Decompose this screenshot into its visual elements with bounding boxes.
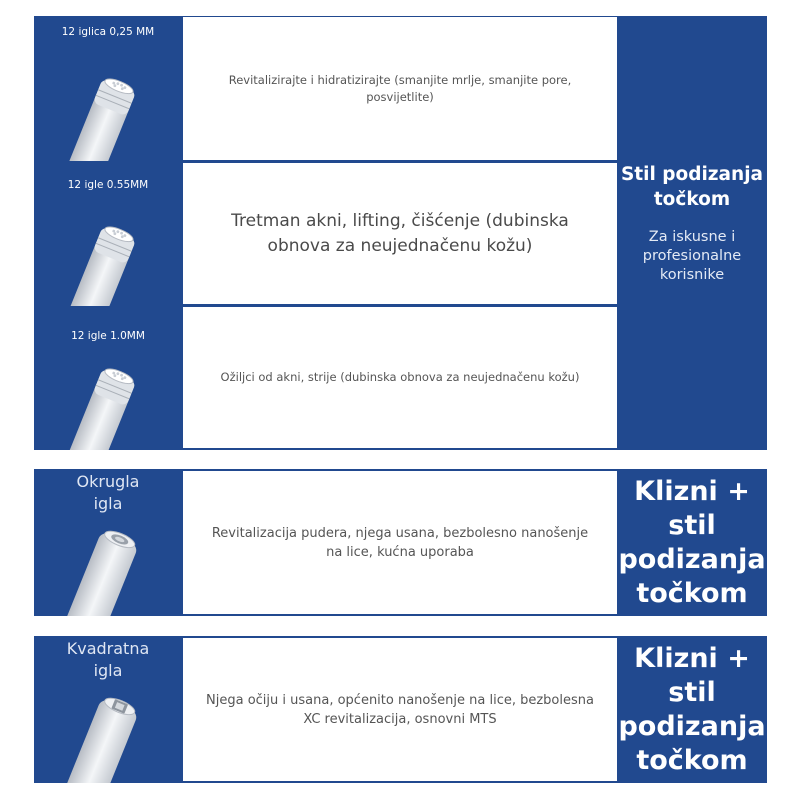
needle-image-cell bbox=[34, 636, 182, 783]
needle-label: 12 igle 0.55MM bbox=[67, 179, 149, 191]
needle-image-cell bbox=[34, 161, 182, 306]
square-needle-icon bbox=[54, 690, 154, 783]
needle-label: Okrugla igla bbox=[76, 472, 140, 513]
style-title: Klizni + stil podizanja točkom bbox=[618, 643, 766, 776]
needle-cartridge-icon bbox=[54, 358, 154, 450]
needle-image-cell bbox=[34, 306, 182, 450]
needle-label: 12 igle 1.0MM bbox=[71, 330, 145, 342]
needle-label: Kvadratna igla bbox=[66, 639, 150, 680]
style-title: Stil podizanja točkom bbox=[620, 164, 764, 210]
needle-description: Revitalizacija pudera, njega usana, bezbolesno nanošenje na lice, kućna uporaba bbox=[183, 471, 617, 614]
style-subtitle: Za iskusne i profesionalne korisnike bbox=[642, 229, 742, 283]
needle-description: Revitalizirajte i hidratizirajte (smanjite mrlje, smanjite pore, posvijetlite) bbox=[183, 17, 617, 160]
needle-table-group-1 bbox=[34, 16, 767, 450]
needle-image-cell bbox=[34, 469, 182, 616]
style-label-group-2 bbox=[617, 475, 767, 611]
style-label-group-3 bbox=[617, 642, 767, 778]
needle-image-cell bbox=[34, 16, 182, 161]
needle-table-group-2 bbox=[34, 469, 767, 616]
needle-description: Ožiljci od akni, strije (dubinska obnova za neujednačenu kožu) bbox=[183, 307, 617, 448]
needle-label: 12 iglica 0,25 MM bbox=[61, 26, 155, 38]
style-label-group-1 bbox=[617, 162, 767, 285]
needle-description: Tretman akni, lifting, čišćenje (dubinska obnova za neujednačenu kožu) bbox=[183, 163, 617, 304]
needle-cartridge-icon bbox=[54, 68, 154, 161]
style-title: Klizni + stil podizanja točkom bbox=[618, 476, 766, 609]
needle-cartridge-icon bbox=[54, 216, 154, 306]
needle-table-group-3 bbox=[34, 636, 767, 783]
round-needle-icon bbox=[54, 523, 154, 616]
needle-description: Njega očiju i usana, općenito nanošenje na lice, bezbolesna XC revitalizacija, osnovni MTS bbox=[183, 638, 617, 781]
